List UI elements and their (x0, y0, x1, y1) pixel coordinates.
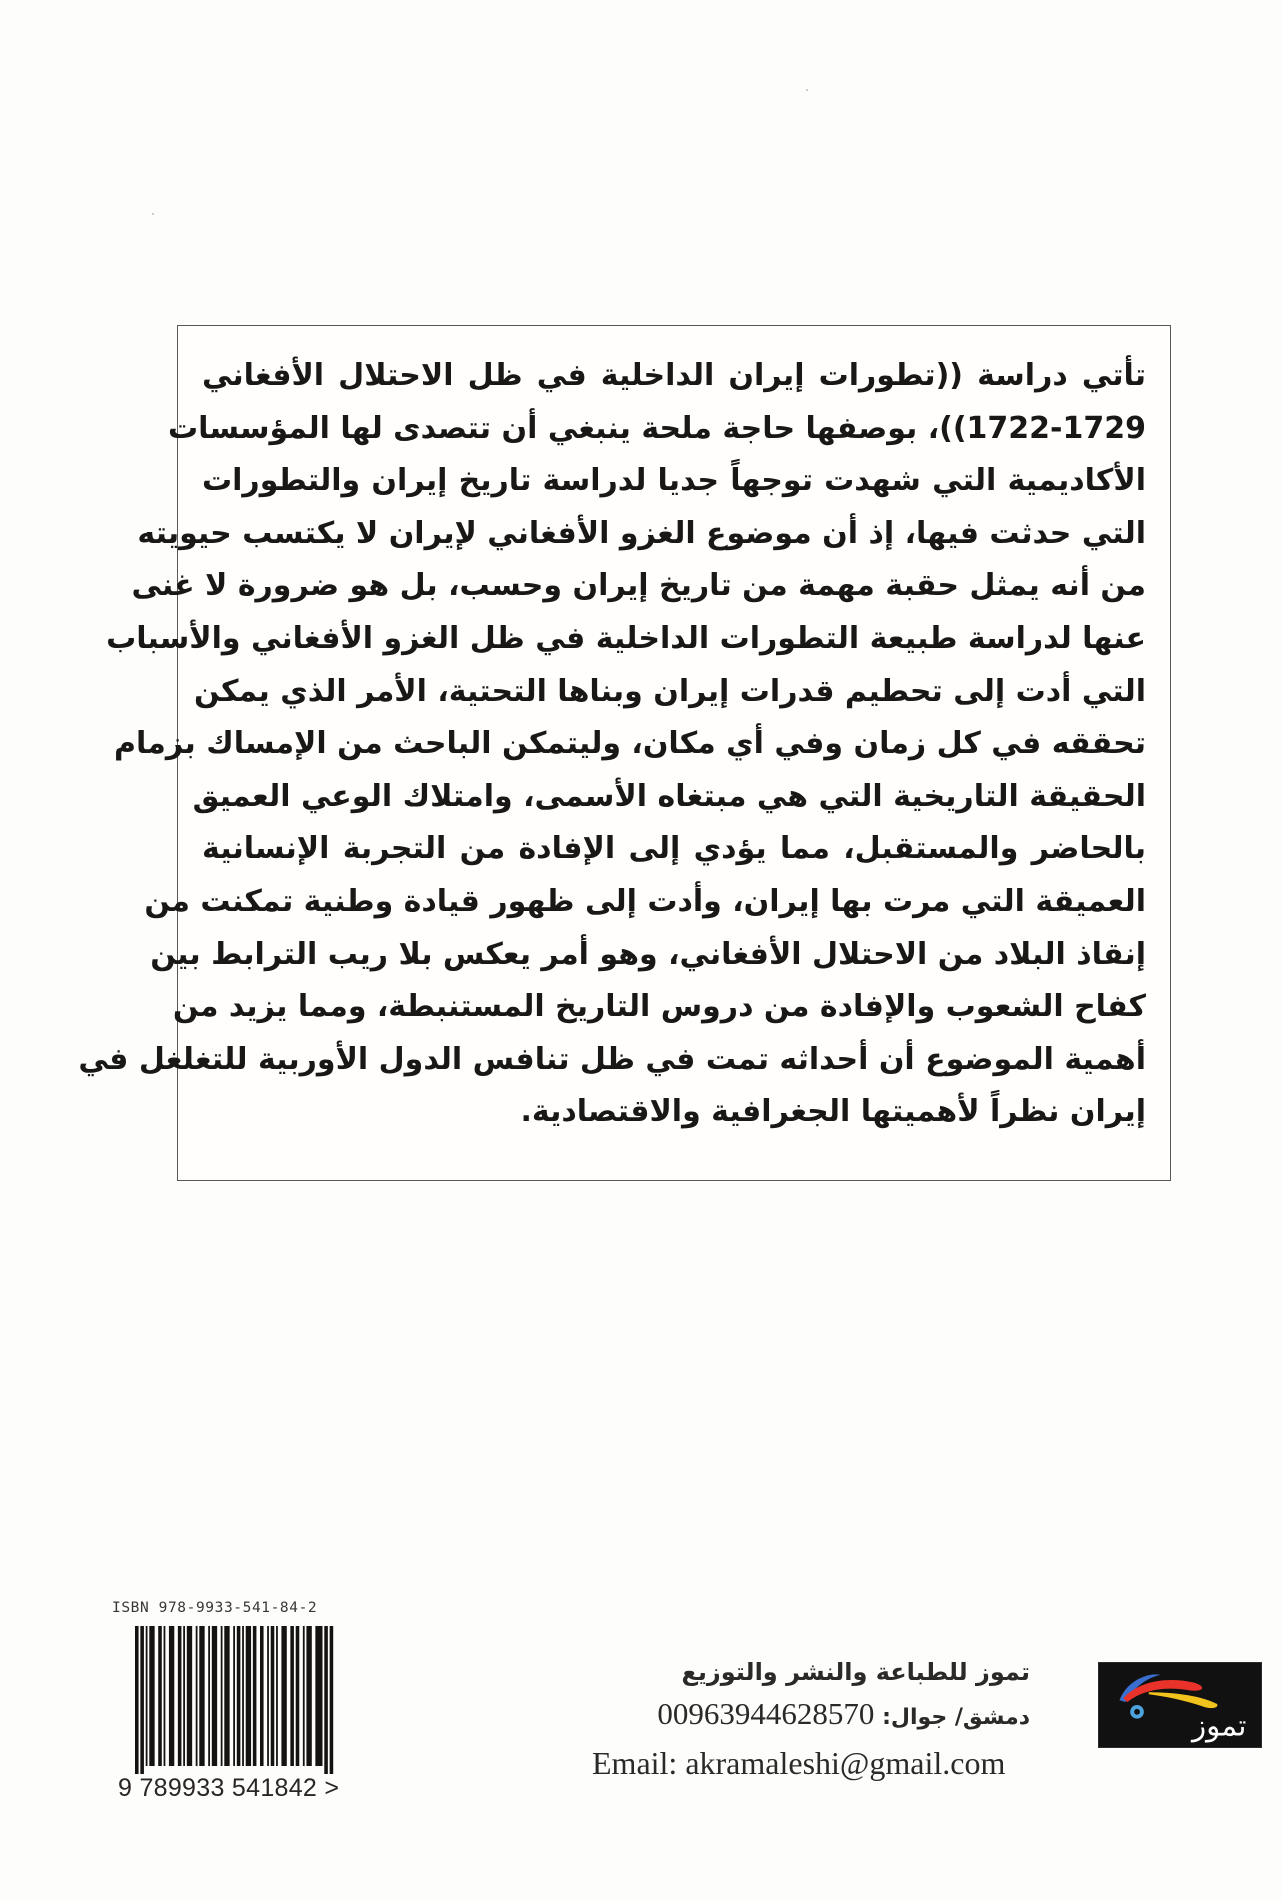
barcode-bar (246, 1626, 251, 1766)
blurb-line: العميقة التي مرت بها إيران، وأدت إلى ظهور قيادة وطنية تمكنت من (144, 883, 1146, 919)
blurb-line: تحققه في كل زمان وفي أي مكان، وليتمكن الباحث من الإمساك بزمام (114, 726, 1146, 762)
barcode-bar (146, 1626, 148, 1766)
barcode-bar (183, 1626, 185, 1766)
isbn-label: ISBN 978-9933-541-84-2 (112, 1600, 318, 1616)
barcode-bar (199, 1626, 204, 1766)
barcode-bar (224, 1626, 229, 1766)
barcode-bar (233, 1626, 235, 1766)
logo-text: تموز (1192, 1708, 1247, 1743)
publisher-email: Email: akramaleshi@gmail.com (592, 1745, 1006, 1781)
barcode-bar (237, 1626, 241, 1766)
barcode-bar (290, 1626, 294, 1766)
blurb-line: 1722-1729))، بوصفها حاجة ملحة ينبغي أن تتصدى لها المؤسسات (168, 410, 1146, 446)
barcode-bar (164, 1626, 166, 1766)
barcode-bar (330, 1626, 334, 1774)
publisher-phone-line (580, 1692, 1100, 1740)
logo-yellow-stroke (1149, 1692, 1218, 1708)
blurb-paragraph (78, 350, 1146, 1139)
barcode-bar (212, 1626, 217, 1766)
blurb-line: الحقيقة التاريخية التي هي مبتغاه الأسمى، وامتلاك الوعي العميق (192, 778, 1146, 814)
barcode-bar (208, 1626, 210, 1766)
barcode-bar (158, 1626, 162, 1766)
blurb-line: أهمية الموضوع أن أحداثه تمت في ظل تنافس الدول الأوربية للتغلغل في (78, 1041, 1146, 1077)
blurb-line: إيران نظراً لأهميتها الجغرافية والاقتصادية. (520, 1094, 1146, 1130)
barcode-bar (178, 1626, 182, 1766)
paper-speck (806, 89, 808, 91)
barcode-bar (281, 1626, 286, 1766)
barcode-bar (169, 1626, 174, 1766)
blurb-line: عنها لدراسة طبيعة التطورات الداخلية في ظل الغزو الأفغاني والأسباب (106, 620, 1146, 656)
blurb-line: التي أدت إلى تحطيم قدرات إيران وبناها التحتية، الأمر الذي يمكن (193, 673, 1146, 709)
paper-speck (152, 213, 154, 215)
blurb-line: إنقاذ البلاد من الاحتلال الأفغاني، وهو أمر يعكس بلا ريب الترابط بين (150, 936, 1146, 972)
blurb-line: تأتي دراسة ((تطورات إيران الداخلية في ظل الاحتلال الأفغاني (202, 358, 1146, 393)
barcode-bar (271, 1626, 275, 1766)
barcode-bar (324, 1626, 328, 1774)
publisher-info (580, 1652, 1100, 1786)
barcode-bar (267, 1626, 269, 1766)
blurb-line: بالحاضر والمستقبل، مما يؤدي إلى الإفادة من التجربة الإنسانية (202, 831, 1146, 867)
barcode-bar (315, 1626, 322, 1766)
barcode-bar (276, 1626, 278, 1766)
barcode-bar (149, 1626, 154, 1766)
blurb-line: من أنه يمثل حقبة مهمة من تاريخ إيران وحسب، بل هو ضرورة لا غنى (131, 568, 1146, 604)
barcode-bar (253, 1626, 257, 1766)
publisher-logo-icon (1098, 1662, 1262, 1748)
isbn-barcode-block (108, 1598, 368, 1808)
blurb-box (78, 325, 1171, 1181)
barcode-bar (306, 1626, 311, 1766)
barcode-bar (303, 1626, 305, 1766)
isbn-digits: 9 789933 541842 > (118, 1774, 340, 1802)
blurb-line: كفاح الشعوب والإفادة من دروس التاريخ المستنبطة، ومما يزيد من (172, 989, 1146, 1025)
barcode-bar (221, 1626, 223, 1766)
publisher-name: تموز للطباعة والنشر والتوزيع (681, 1658, 1030, 1686)
blurb-line: الأكاديمية التي شهدت توجهاً جديا لدراسة تاريخ إيران والتطورات (202, 463, 1146, 499)
phone-number: 00963944628570 (657, 1696, 875, 1731)
blurb-line: التي حدثت فيها، إذ أن موضوع الغزو الأفغاني لإيران لا يكتسب حيويته (137, 515, 1146, 551)
barcode-bar (187, 1626, 192, 1766)
barcode-bar (242, 1626, 244, 1766)
phone-label: دمشق/ جوال: (882, 1705, 1030, 1730)
barcode-bar (260, 1626, 264, 1766)
barcode-bar (196, 1626, 198, 1766)
barcode-bar (140, 1626, 144, 1774)
barcode-bar (296, 1626, 300, 1766)
barcode-bar (135, 1626, 139, 1774)
barcode-icon (135, 1626, 335, 1774)
